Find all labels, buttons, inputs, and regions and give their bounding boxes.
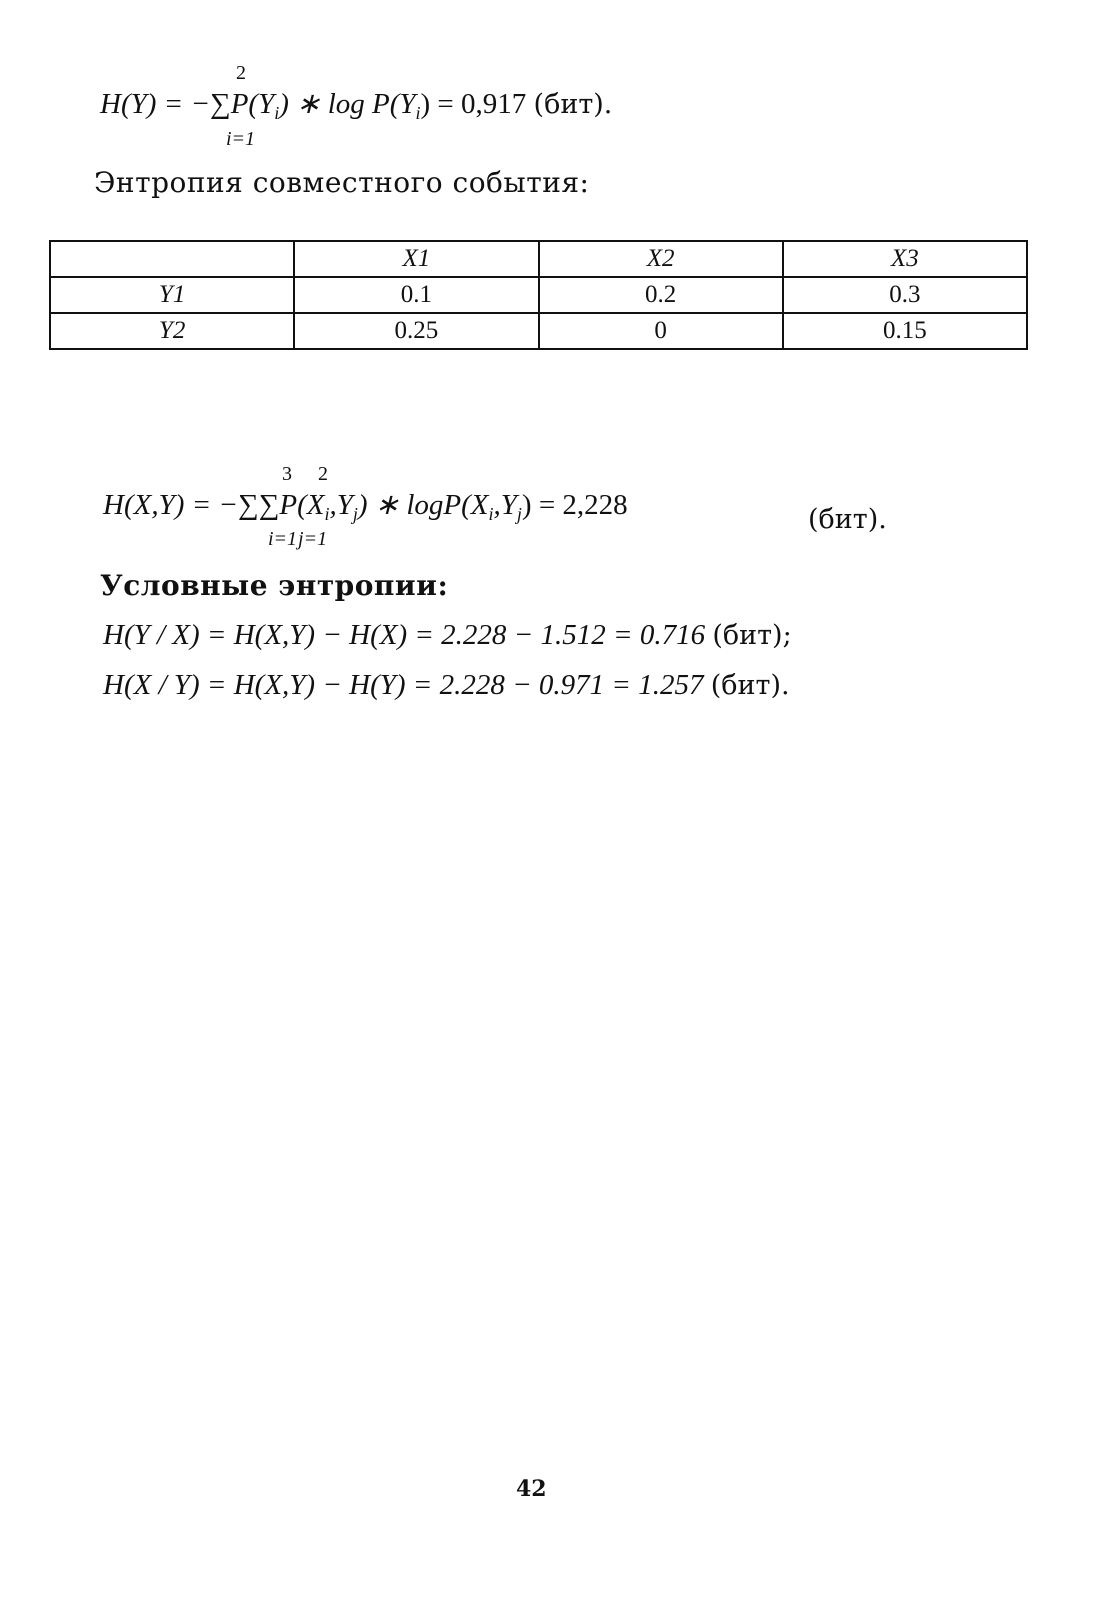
formula-hy-sub-i2: i (415, 103, 421, 123)
sigma-symbol: ∑ (238, 489, 259, 521)
formula-hy-end: ) = 0,917 (420, 88, 527, 120)
formula-hy-p: P(Y (230, 88, 275, 120)
table-cell: 0.25 (294, 313, 538, 349)
table-column-header: X2 (539, 241, 783, 277)
formula-hx-given-y-expr: H(X / Y) = H(X,Y) − H(Y) = 2.228 − 0.971 = 1.257 (103, 669, 704, 701)
table-row (50, 313, 1027, 349)
table-corner-cell (50, 241, 294, 277)
heading-joint-entropy: Энтропия совместного события: (94, 166, 590, 199)
formula-hy-unit: (бит). (533, 89, 613, 120)
table-row-label: Y1 (50, 277, 294, 313)
table-column-header: X1 (294, 241, 538, 277)
formula-hxy-a: P(X (279, 489, 325, 521)
formula-hxy-lower-limits: i=1 j=1 (268, 528, 328, 550)
formula-hy-mid: ) ∗ log P(Y (279, 88, 416, 120)
formula-hy-given-x-expr: H(Y / X) = H(X,Y) − H(X) = 2.228 − 1.512 = 0.716 (103, 619, 706, 651)
formula-hy-lower-limit: i=1 (226, 128, 256, 150)
table-row-label: Y2 (50, 313, 294, 349)
sigma-symbol: ∑ (210, 88, 231, 120)
formula-hy-lhs: H(Y) = − (100, 88, 211, 120)
formula-hxy-e: ) = 2,228 (521, 489, 628, 521)
formula-hxy-sub-j: j (352, 504, 358, 524)
formula-hy-upper-limit: 2 (236, 62, 246, 84)
table-cell: 0 (539, 313, 783, 349)
table-cell: 0.2 (539, 277, 783, 313)
table-column-header: X3 (783, 241, 1027, 277)
formula-hxy-upper-limit-j: 2 (318, 463, 328, 485)
formula-hxy (103, 487, 628, 525)
formula-hy-sub-i: i (274, 103, 280, 123)
formula-hx-given-y-unit: (бит). (710, 670, 790, 701)
formula-hxy-lhs: H(X,Y) = − (103, 489, 238, 521)
table-cell: 0.3 (783, 277, 1027, 313)
formula-hxy-d: ,Y (493, 489, 517, 521)
formula-hxy-sub-i2: i (488, 504, 494, 524)
formula-hxy-b: ,Y (329, 489, 353, 521)
heading-conditional-entropies: Условные энтропии: (100, 569, 449, 602)
table-header-row (50, 241, 1027, 277)
formula-hy (100, 86, 612, 124)
formula-hy-given-x (103, 619, 792, 652)
formula-hx-given-y (103, 669, 790, 702)
table-cell: 0.1 (294, 277, 538, 313)
formula-hxy-sub-j2: j (516, 504, 522, 524)
formula-hy-given-x-unit: (бит); (712, 620, 792, 651)
formula-hxy-unit: (бит). (808, 504, 887, 535)
formula-hxy-upper-limit-i: 3 (282, 463, 292, 485)
formula-hxy-sub-i: i (324, 504, 330, 524)
page-number: 42 (516, 1476, 547, 1502)
formula-hxy-c: ) ∗ logP(X (357, 489, 489, 521)
table-cell: 0.15 (783, 313, 1027, 349)
sigma-symbol: ∑ (258, 489, 280, 521)
joint-probability-table (49, 240, 1028, 350)
table-row (50, 277, 1027, 313)
